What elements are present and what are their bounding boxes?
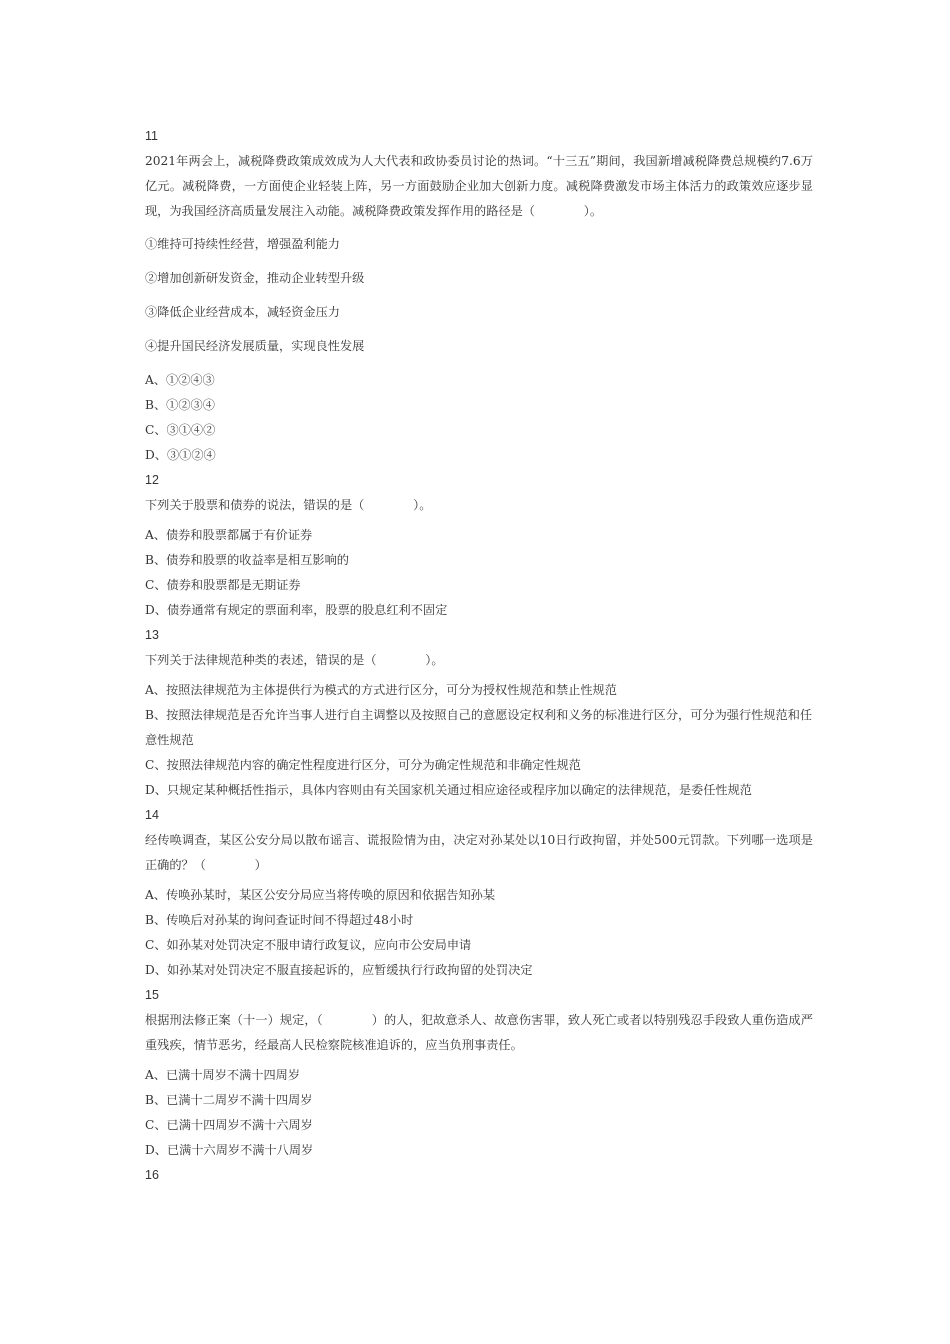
statement-item: ①维持可持续性经营，增强盈利能力: [145, 237, 340, 251]
question-stem: 经传唤调查，某区公安分局以散布谣言、谎报险情为由，决定对孙某处以10日行政拘留，并处500元罚款。下列哪一选项是正确的？（ ）: [145, 833, 813, 872]
question-11: [145, 124, 813, 468]
answer-option: C、如孙某对处罚决定不服申请行政复议，应向市公安局申请: [145, 938, 472, 952]
answer-option: C、已满十四周岁不满十六周岁: [145, 1118, 313, 1132]
question-number: 14: [145, 808, 159, 822]
answer-option: A、①②④③: [145, 373, 215, 387]
answer-option: C、③①④②: [145, 423, 216, 437]
answer-option: A、债券和股票都属于有价证券: [145, 528, 313, 542]
question-number: 15: [145, 988, 159, 1002]
question-stem: 下列关于股票和债券的说法，错误的是（ ）。: [145, 498, 432, 512]
answer-option: D、如孙某对处罚决定不服直接起诉的，应暂缓执行行政拘留的处罚决定: [145, 963, 533, 977]
answer-option: D、债券通常有规定的票面利率，股票的股息红利不固定: [145, 603, 448, 617]
answer-option: C、债券和股票都是无期证券: [145, 578, 301, 592]
statement-item: ②增加创新研发资金，推动企业转型升级: [145, 271, 365, 285]
answer-option: B、传唤后对孙某的询问查证时间不得超过48小时: [145, 913, 414, 927]
answer-option: A、传唤孙某时，某区公安分局应当将传唤的原因和依据告知孙某: [145, 888, 496, 902]
question-stem: 下列关于法律规范种类的表述，错误的是（ ）。: [145, 653, 444, 667]
question-number: 12: [145, 473, 159, 487]
question-16: [145, 1163, 813, 1188]
statement-item: ④提升国民经济发展质量，实现良性发展: [145, 339, 365, 353]
question-number: 16: [145, 1168, 159, 1182]
question-15: [145, 983, 813, 1163]
answer-option: C、按照法律规范内容的确定性程度进行区分，可分为确定性规范和非确定性规范: [145, 758, 581, 772]
question-12: [145, 468, 813, 623]
answer-option: A、已满十周岁不满十四周岁: [145, 1068, 301, 1082]
question-stem: 根据刑法修正案（十一）规定，（ ）的人，犯故意杀人、故意伤害罪，致人死亡或者以特别残忍手段致人重伤造成严重残疾，情节恶劣，经最高人民检察院核准追诉的，应当负刑事责任。: [145, 1013, 813, 1052]
answer-option: B、已满十二周岁不满十四周岁: [145, 1093, 313, 1107]
question-13: [145, 623, 813, 803]
question-number: 11: [145, 129, 158, 143]
answer-option: D、只规定某种概括性指示，具体内容则由有关国家机关通过相应途径或程序加以确定的法律规范，是委任性规范: [145, 783, 752, 797]
answer-option: B、债券和股票的收益率是相互影响的: [145, 553, 349, 567]
question-14: [145, 803, 813, 983]
answer-option: B、①②③④: [145, 398, 215, 412]
answer-option: D、③①②④: [145, 448, 216, 462]
answer-option: A、按照法律规范为主体提供行为模式的方式进行区分，可分为授权性规范和禁止性规范: [145, 683, 617, 697]
statement-item: ③降低企业经营成本，减轻资金压力: [145, 305, 340, 319]
answer-option: D、已满十六周岁不满十八周岁: [145, 1143, 314, 1157]
question-number: 13: [145, 628, 159, 642]
answer-option: B、按照法律规范是否允许当事人进行自主调整以及按照自己的意愿设定权利和义务的标准进行区分，可分为强行性规范和任意性规范: [145, 708, 813, 747]
question-stem: 2021年两会上，减税降费政策成效成为人大代表和政协委员讨论的热词。“十三五”期间，我国新增减税降费总规模约7.6万亿元。减税降费，一方面使企业轻装上阵，另一方面鼓励企业加大创新力度。减税降费激发市场主体活力的政策效应逐步显现，为我国经济高质量发展注入动能。减税降费政策发挥作用的路径是（ ）。: [145, 154, 813, 218]
document-page: [145, 124, 813, 1188]
